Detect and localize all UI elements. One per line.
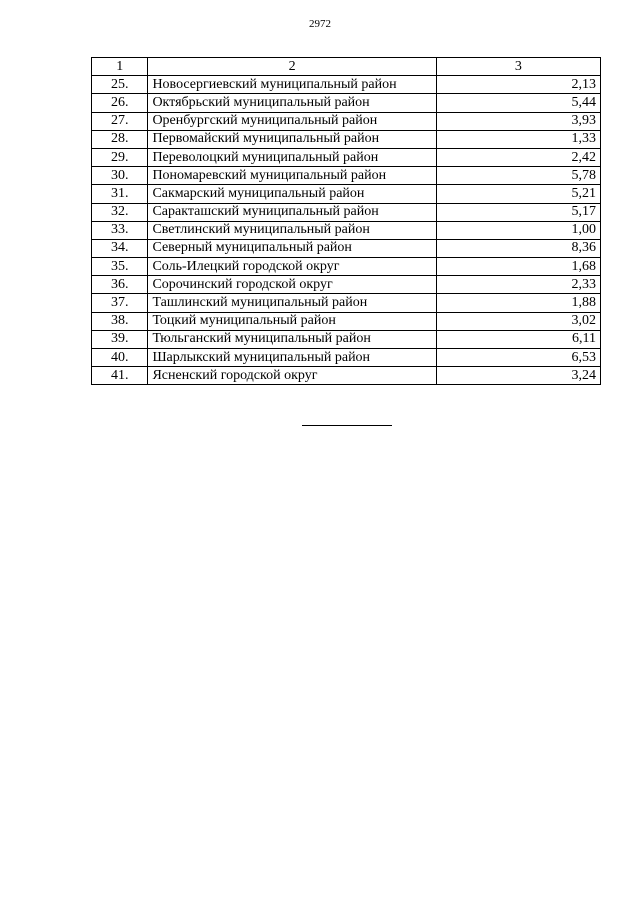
municipality-name-cell: Первомайский муниципальный район	[148, 130, 436, 148]
table-row	[92, 367, 601, 385]
table-header-row	[92, 58, 601, 76]
municipality-name-cell: Соль-Илецкий городской округ	[148, 258, 436, 276]
municipality-name-cell: Ташлинский муниципальный район	[148, 294, 436, 312]
coefficient-value-cell: 3,93	[436, 112, 600, 130]
municipality-name-cell: Саракташский муниципальный район	[148, 203, 436, 221]
row-number-cell: 28.	[92, 130, 148, 148]
data-table	[91, 57, 601, 385]
coefficient-value-cell: 3,24	[436, 367, 600, 385]
row-number-cell: 40.	[92, 349, 148, 367]
municipality-name-cell: Ясненский городской округ	[148, 367, 436, 385]
municipality-name-cell: Сорочинский городской округ	[148, 276, 436, 294]
row-number-cell: 33.	[92, 221, 148, 239]
row-number-cell: 30.	[92, 167, 148, 185]
row-number-cell: 29.	[92, 148, 148, 166]
table-row	[92, 294, 601, 312]
coefficient-value-cell: 6,11	[436, 330, 600, 348]
table-row	[92, 312, 601, 330]
table-row	[92, 130, 601, 148]
table-row	[92, 349, 601, 367]
coefficient-value-cell: 1,33	[436, 130, 600, 148]
municipality-name-cell: Шарлыкский муниципальный район	[148, 349, 436, 367]
coefficient-value-cell: 1,00	[436, 221, 600, 239]
coefficient-value-cell: 5,44	[436, 94, 600, 112]
row-number-cell: 41.	[92, 367, 148, 385]
table-row	[92, 167, 601, 185]
table-row	[92, 148, 601, 166]
table-body	[92, 76, 601, 385]
table-row	[92, 76, 601, 94]
municipality-name-cell: Сакмарский муниципальный район	[148, 185, 436, 203]
table-row	[92, 330, 601, 348]
row-number-cell: 37.	[92, 294, 148, 312]
coefficient-value-cell: 2,33	[436, 276, 600, 294]
municipality-name-cell: Новосергиевский муниципальный район	[148, 76, 436, 94]
page-number: 2972	[309, 18, 331, 30]
coefficient-value-cell: 2,13	[436, 76, 600, 94]
row-number-cell: 32.	[92, 203, 148, 221]
table-row	[92, 239, 601, 257]
municipality-name-cell: Оренбургский муниципальный район	[148, 112, 436, 130]
coefficient-value-cell: 6,53	[436, 349, 600, 367]
municipality-name-cell: Светлинский муниципальный район	[148, 221, 436, 239]
coefficient-value-cell: 5,21	[436, 185, 600, 203]
municipality-name-cell: Тоцкий муниципальный район	[148, 312, 436, 330]
coefficient-value-cell: 5,78	[436, 167, 600, 185]
row-number-cell: 25.	[92, 76, 148, 94]
table-row	[92, 94, 601, 112]
column-header-3: 3	[436, 58, 600, 76]
row-number-cell: 27.	[92, 112, 148, 130]
coefficient-value-cell: 3,02	[436, 312, 600, 330]
table-row	[92, 203, 601, 221]
table-row	[92, 112, 601, 130]
municipality-name-cell: Тюльганский муниципальный район	[148, 330, 436, 348]
coefficient-value-cell: 1,68	[436, 258, 600, 276]
row-number-cell: 31.	[92, 185, 148, 203]
table-row	[92, 258, 601, 276]
row-number-cell: 38.	[92, 312, 148, 330]
end-of-table-rule	[302, 425, 392, 426]
municipality-name-cell: Октябрьский муниципальный район	[148, 94, 436, 112]
column-header-1: 1	[92, 58, 148, 76]
row-number-cell: 35.	[92, 258, 148, 276]
coefficient-value-cell: 1,88	[436, 294, 600, 312]
row-number-cell: 26.	[92, 94, 148, 112]
coefficient-value-cell: 2,42	[436, 148, 600, 166]
municipality-name-cell: Северный муниципальный район	[148, 239, 436, 257]
row-number-cell: 36.	[92, 276, 148, 294]
row-number-cell: 39.	[92, 330, 148, 348]
coefficient-value-cell: 8,36	[436, 239, 600, 257]
coefficient-value-cell: 5,17	[436, 203, 600, 221]
table-row	[92, 221, 601, 239]
table-row	[92, 185, 601, 203]
column-header-2: 2	[148, 58, 436, 76]
municipality-name-cell: Пономаревский муниципальный район	[148, 167, 436, 185]
table-row	[92, 276, 601, 294]
row-number-cell: 34.	[92, 239, 148, 257]
municipality-name-cell: Переволоцкий муниципальный район	[148, 148, 436, 166]
